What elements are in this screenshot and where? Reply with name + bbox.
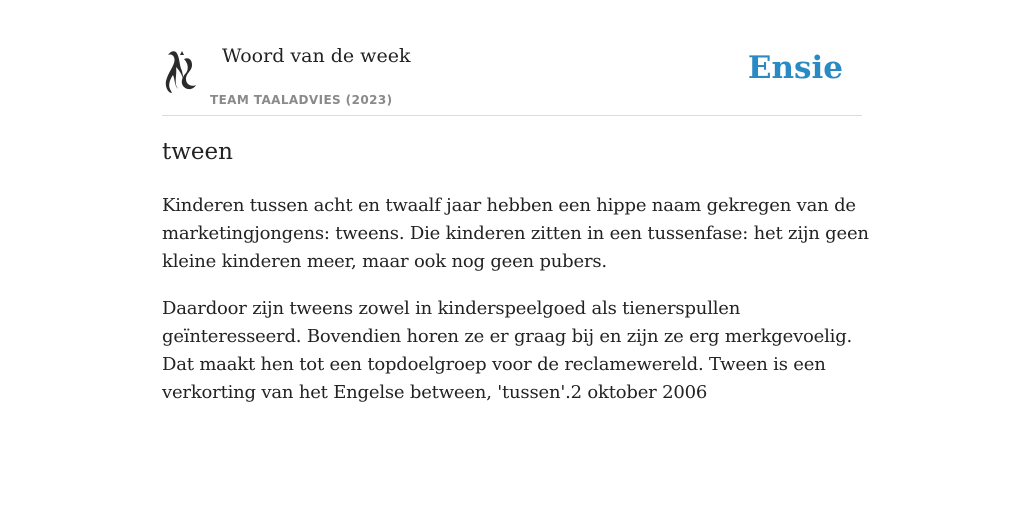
entry-header (162, 0, 862, 116)
source-author: TEAM TAALADVIES (2023) (210, 93, 393, 107)
headword: tween (162, 139, 233, 165)
source-title[interactable]: Woord van de week (222, 45, 411, 67)
brand-logo[interactable]: Ensie (747, 50, 843, 86)
flemish-lion-icon[interactable] (162, 49, 198, 95)
definition-paragraph: Daardoor zijn tweens zowel in kinderspeelgoed als tienerspullen geïnteresseerd. Bovendien horen ze er graag bij en zijn ze erg merkgevoelig. Dat maakt hen tot een topdoelgroep voor de reclamewereld. Tween is een verkorting van het Engelse between, 'tussen'.2 oktober 2006 (162, 298, 853, 403)
entry-card (162, 0, 869, 403)
definition-paragraph: Kinderen tussen acht en twaalf jaar hebben een hippe naam gekregen van de marketingjongens: tweens. Die kinderen zitten in een tussenfase: het zijn geen kleine kinderen meer, maar ook nog geen pubers. (162, 195, 869, 272)
